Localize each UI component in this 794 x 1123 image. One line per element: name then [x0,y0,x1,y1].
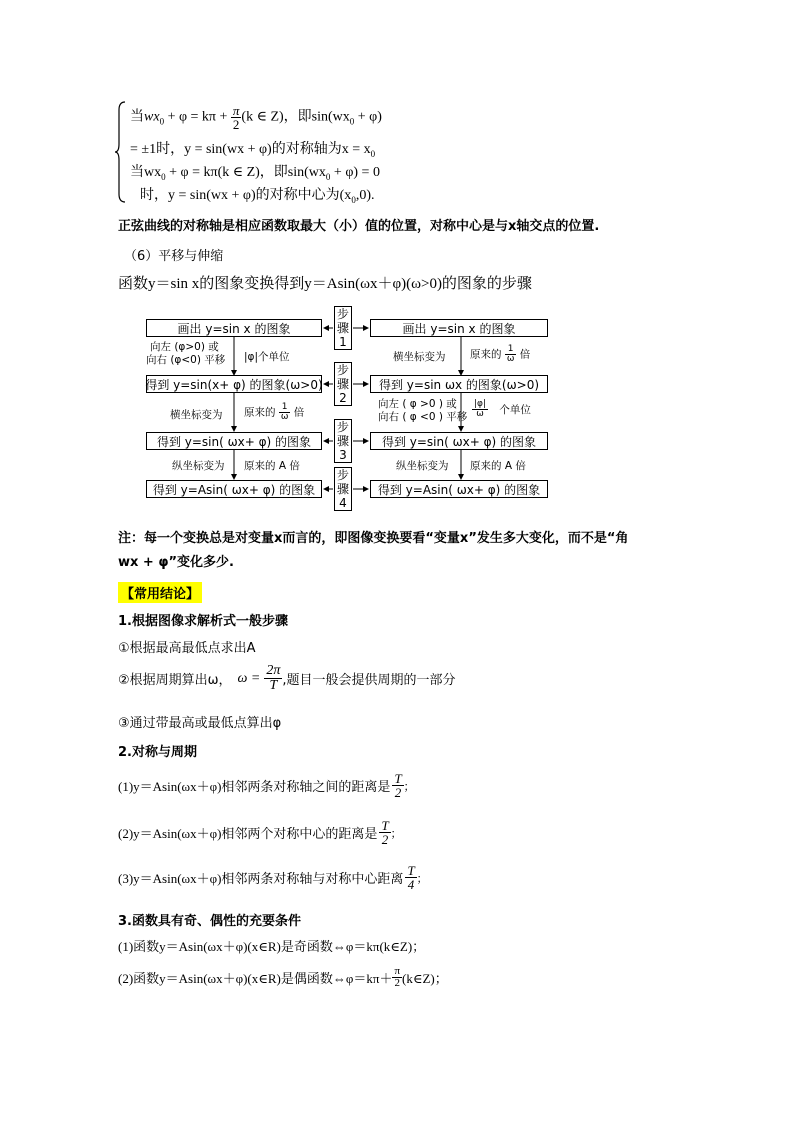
flow-left-box-2: 得到 y=sin(x+ φ) 的图象(ω>0) [146,375,322,393]
flow-left-label-1a: 向左 (φ>0) 或 [150,341,219,353]
denominator: ω [472,409,488,419]
item-text: (1)y＝Asin(ωx＋φ)相邻两条对称轴之间的距离是 [118,779,391,794]
conclusion-2-item-3 [118,864,428,891]
flow-left-box-1: 画出 y=sin x 的图象 [146,319,322,337]
conclusion-2-title: 2.对称与周期 [118,745,197,760]
denominator: 2 [231,117,242,131]
step-char: 步 [336,307,349,321]
subscript: 0 [351,194,356,205]
numerator: 2π [266,663,281,678]
label-text: 倍 [519,348,531,361]
case-text: = ±1时，y = sin(wx + φ)的对称轴为x = x [130,142,371,157]
flow-left-label-3a: 纵坐标变为 [172,460,225,472]
flow-right-box-3: 得到 y=sin( ωx+ φ) 的图象 [370,432,548,450]
case-text: 时，y = sin(wx + φ)的对称中心为(x [140,188,352,203]
conclusion-2-item-2 [118,819,402,846]
fraction-phi-over-omega [472,400,488,419]
flow-right-label-2b: 向右 ( φ <0 ) 平移 [378,411,468,423]
flow-left-box-4: 得到 y=Asin( ωx+ φ) 的图象 [146,480,322,498]
numerator: π [394,965,401,977]
flow-left-label-1b: 向右 (φ<0) 平移 [146,354,226,366]
flow-right-label-3a: 纵坐标变为 [396,460,449,472]
case-text: (k ∈ Z)，即sin(wx [241,109,350,125]
fraction-pi-over-2 [392,966,402,989]
flow-left-box-3: 得到 y=sin( ωx+ φ) 的图象 [146,432,322,450]
case-text: ,0). [355,188,375,203]
item-text: (k∈Z)； [402,971,448,986]
label-text: 倍 [293,406,305,419]
denominator: 2 [392,785,403,799]
step-char: 骤 [336,321,349,335]
conclusion-3-item-1: (1)函数y＝Asin(ωx＋φ)(x∈R)是奇函数⇔φ＝kπ(k∈Z)； [118,939,426,954]
step-char: 2 [339,391,347,405]
fraction-one-over-omega [279,403,291,422]
step-char: 4 [339,496,347,510]
item-text: ,题目一般会提供周期的一部分 [282,673,456,688]
subscript: 0 [349,116,355,127]
numerator: π [232,103,240,118]
fraction-t-over-2 [392,772,403,799]
numerator: |φ| [474,399,487,409]
step-char: 骤 [336,434,349,448]
fraction-2pi-over-t [264,664,282,693]
flow-step-1 [334,306,352,350]
item-text: (2)函数y＝Asin(ωx＋φ)(x∈R)是偶函数⇔φ＝kπ＋ [118,971,393,986]
punct: ； [403,780,415,793]
label-text: 个单位 [499,403,531,416]
step-char: 1 [339,335,347,349]
conclusion-3-item-2 [118,966,448,989]
flow-left-label-3b: 原来的 A 倍 [244,460,300,472]
conclusion-1-item-3: ③通过带最高或最低点算出φ [118,716,282,731]
fraction-t-over-4 [405,864,416,891]
item-text: (2)y＝Asin(ωx＋φ)相邻两个对称中心的距离是 [118,826,378,841]
subscript: 0 [159,116,165,127]
flow-right-label-1b [470,345,530,364]
flow-step-4 [334,467,352,511]
omega-equation: ω = [237,670,261,686]
section-6-lead: 函数y＝sin x的图象变换得到y＝Asin(ωx＋φ)(ω>0)的图象的步骤 [118,276,532,292]
conclusion-1-title: 1.根据图像求解析式一般步骤 [118,614,288,629]
step-char: 骤 [336,377,349,391]
conclusion-1-item-1: ①根据最高最低点求出A [118,641,256,656]
denominator: ω [506,354,515,364]
symmetry-note: 正弦曲线的对称轴是相应函数取最大（小）值的位置，对称中心是与x轴交点的位置. [118,219,600,234]
flow-left-label-2b [244,403,304,422]
flow-step-2 [334,362,352,406]
subscript: 0 [370,148,376,159]
fraction-one-over-omega [505,345,517,364]
section-6-title: （6）平移与伸缩 [124,249,224,264]
case-text: + φ) [354,109,382,125]
label-text: 原来的 [244,406,276,419]
transform-note-line-1: 注：每一个变换总是对变量x而言的，即图像变换要看“变量x”发生多大变化，而不是“角 [118,531,629,546]
subscript: 0 [325,171,331,182]
flow-right-box-4: 得到 y=Asin( ωx+ φ) 的图象 [370,480,548,498]
denominator: 2 [392,977,402,989]
flow-right-box-1: 画出 y=sin x 的图象 [370,319,548,337]
punct: ； [390,827,402,840]
denominator: ω [280,412,289,422]
punct: ； [416,872,428,885]
denominator: 4 [405,877,416,891]
numerator: T [394,771,402,786]
denominator: T [264,678,282,693]
numerator: T [407,863,415,878]
item-text: (3)y＝Asin(ωx＋φ)相邻两条对称轴与对称中心距离 [118,871,404,886]
case-text: 当 [130,109,144,125]
conclusion-3-title: 3.函数具有奇、偶性的充要条件 [118,914,301,929]
subscript: 0 [161,171,166,182]
case-text: + φ = kπ + [164,109,231,125]
flow-right-label-2c [472,400,531,419]
conclusion-2-item-1 [118,772,415,799]
numerator: 1 [281,402,288,412]
fraction-t-over-2 [379,819,390,846]
flow-step-3 [334,419,352,463]
flow-right-label-1a: 横坐标变为 [393,351,446,363]
common-conclusions-tag: 【常用结论】 [118,582,202,603]
denominator: 2 [379,832,390,846]
step-char: 3 [339,448,347,462]
case-text: + φ) = 0 [330,165,380,180]
item-text: ②根据周期算出ω， [118,673,232,688]
case-text: 当wx [130,165,162,180]
step-char: 步 [336,420,349,434]
flow-right-label-2a: 向左 ( φ >0 ) 或 [378,398,457,410]
flow-right-label-3b: 原来的 A 倍 [470,460,526,472]
label-text: 原来的 [470,348,502,361]
transform-note-line-2: wx + φ”变化多少. [118,555,234,570]
conclusion-1-item-2 [118,664,456,693]
flow-left-label-2a: 横坐标变为 [170,409,223,421]
numerator: 1 [507,344,514,354]
step-char: 步 [336,468,349,482]
flow-left-label-1c: |φ|个单位 [244,351,290,363]
numerator: T [381,818,389,833]
step-char: 骤 [336,482,349,496]
flow-right-box-2: 得到 y=sin ωx 的图象(ω>0) [370,375,548,393]
case-text: wx [144,109,160,125]
case-text: + φ = kπ(k ∈ Z)，即sin(wx [165,165,326,180]
step-char: 步 [336,363,349,377]
